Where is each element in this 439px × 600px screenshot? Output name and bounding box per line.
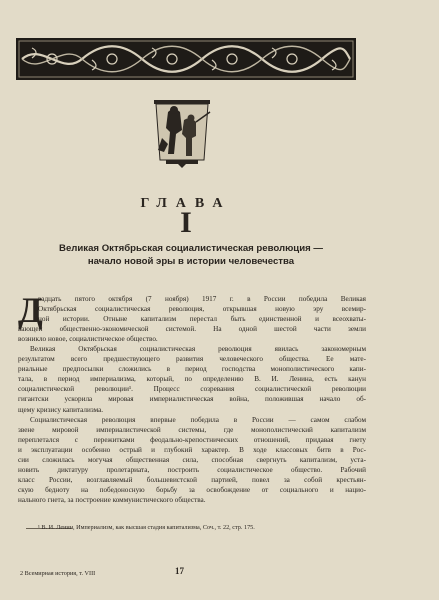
drop-cap: Д [18,290,43,330]
text-line: сии сложилась могучая общественная сила, способная свергнуть капитализм, уста- [18,455,366,464]
ornament-pattern [18,40,354,78]
text-line: класс России, возглавляемый большевистской партией, повел за собой крестьян- [18,475,366,484]
body-text [18,290,366,505]
chapter-label: ГЛАВА [140,196,232,211]
ornamental-header-band [16,38,356,80]
page-number: 17 [175,566,184,576]
footnote: ¹ В. И. Ленин, Империализм, как высшая стадия капитализма, Соч., т. 22, стр. 175. [38,524,255,531]
text-line: щему кризису капитализма. [18,405,104,414]
text-line: звене мировой империалистической системы, где монополистический капитализм [18,425,366,434]
text-line: Октябрьская социалистическая революция, открывшая новую эру всемир- [38,305,366,314]
text-line: Великая Октябрьская социалистическая революция явилась закономерным [30,345,366,354]
chapter-vignette-illustration [148,98,216,168]
text-line: новить диктатуру пролетариата, построить социалистическое общество. Рабочий [18,465,366,474]
text-line: риальные предпосылки сложились в период господства монополистического капи- [18,365,366,374]
text-line: гигантски ускорила мировая империалистическая война, положившая начало об- [18,395,366,404]
chapter-title-line: Великая Октябрьская социалистическая революция — [59,243,323,254]
text-line: нального гнета, за построение коммунистического общества. [18,495,206,504]
text-line: тала, в период империализма, который, по определению В. И. Ленина, есть канун [18,375,366,384]
text-line: вадцать пятого октября (7 ноября) 1917 г. в России победила Великая [38,295,366,303]
chapter-title-line: начало новой эры в истории человечества [87,256,295,267]
chapter-title [26,242,356,268]
text-line: результатом всего предшествующего развития человеческого общества. Ее мате- [18,355,366,364]
text-line: и эксплуатации особенно острый и глубокий характер. В ходе классовых битв в Рос- [18,445,366,454]
printer-signature: 2 Всемирная история, т. VIII [20,570,96,577]
text-line: переплетался с пережитками феодально-крепостнических отношений, придавая гнету [18,435,366,444]
text-line: ной истории. Отныне капитализм перестал быть единственной и всеохваты- [38,315,366,324]
text-line: скую бедноту на победоносную борьбу за освобождение от социального и нацио- [18,485,366,494]
chapter-number: I [180,206,192,239]
text-line: вающей общественно-экономической системой. На одной шестой части земли [18,325,366,334]
text-line: возникло новое, социалистическое общество. [18,335,158,344]
text-line: Социалистическая революция впервые победила в России — самом слабом [30,415,366,424]
text-line: социалистической революции¹. Процесс созревания социалистической революции [18,385,366,394]
